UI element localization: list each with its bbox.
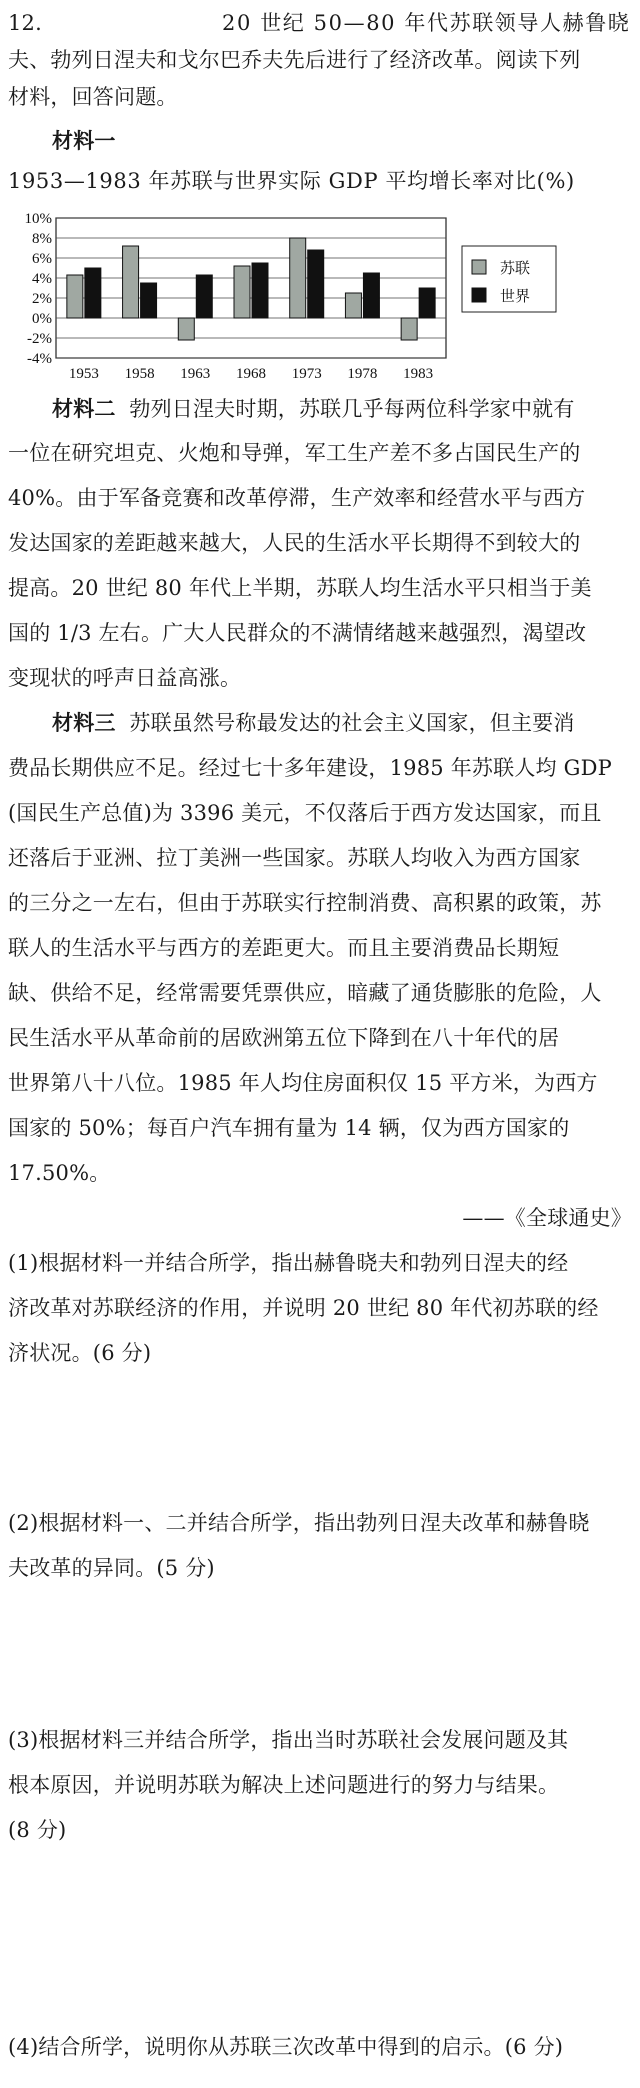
material3-line-3: (国民生产总值)为 3396 美元，不仅落后于西方发达国家，而且: [8, 801, 602, 825]
q2-line-1: (2)根据材料一、二并结合所学，指出勃列日涅夫改革和赫鲁晓: [8, 1511, 590, 1535]
x-tick-label: 1958: [124, 366, 155, 382]
bar-soviet: [290, 238, 306, 318]
legend-label: 苏联: [500, 261, 531, 277]
x-tick-label: 1973: [291, 366, 322, 382]
x-tick-label: 1953: [68, 366, 99, 382]
material3-line-5: 的三分之一左右，但由于苏联实行控制消费、高积累的政策，苏: [8, 891, 602, 915]
material3-line-6: 联人的生活水平与西方的差距更大。而且主要消费品长期短: [8, 936, 560, 960]
y-tick-label: 8%: [32, 231, 52, 247]
material2-label: 材料二: [52, 396, 116, 421]
bar-world: [85, 268, 101, 318]
q3-line-1: (3)根据材料三并结合所学，指出当时苏联社会发展问题及其: [8, 1728, 569, 1752]
material3-line-10: 国家的 50%；每百户汽车拥有量为 14 辆，仅为西方国家的: [8, 1116, 570, 1140]
gdp-growth-chart: [0, 208, 560, 388]
x-tick-label: 1978: [347, 366, 378, 382]
q4-line-1: (4)结合所学，说明你从苏联三次改革中得到的启示。(6 分): [8, 2035, 564, 2059]
material1-label: 材料一: [52, 128, 116, 153]
bar-world: [419, 288, 435, 318]
material2-line-1: [52, 394, 632, 424]
bar-soviet: [234, 266, 250, 318]
bar-soviet: [345, 293, 361, 318]
legend-swatch: [472, 288, 486, 302]
material3-line-11: 17.50%。: [8, 1161, 111, 1185]
q1-line-2: 济改革对苏联经济的作用，并说明 20 世纪 80 年代初苏联的经: [8, 1296, 599, 1320]
plot-frame: [56, 218, 446, 358]
y-tick-label: 2%: [32, 291, 52, 307]
material3-label: 材料三: [52, 710, 116, 735]
legend-label: 世界: [500, 289, 531, 305]
material3-line-1: [52, 708, 632, 738]
y-tick-label: -2%: [27, 331, 52, 347]
q1-line-1: (1)根据材料一并结合所学，指出赫鲁晓夫和勃列日涅夫的经: [8, 1251, 569, 1275]
material2-line-7: 变现状的呼声日益高涨。: [8, 666, 242, 690]
y-tick-label: 4%: [32, 271, 52, 287]
material3-line-2: 费品长期供应不足。经过七十多年建设，1985 年苏联人均 GDP: [8, 756, 612, 780]
material3-source: ——《全球通史》: [462, 1206, 632, 1230]
y-tick-label: 6%: [32, 251, 52, 267]
question-number: 12.: [8, 11, 42, 35]
bar-world: [141, 283, 157, 318]
material2-line-6: 国的 1/3 左右。广大人民群众的不满情绪越来越强烈，渴望改: [8, 621, 587, 645]
question-intro-line3: 材料，回答问题。: [8, 85, 178, 109]
y-tick-label: 0%: [32, 311, 52, 327]
question-intro-line1: 20 世纪 50—80 年代苏联领导人赫鲁晓: [222, 11, 631, 35]
bar-world: [252, 263, 268, 318]
bar-world: [196, 275, 212, 318]
bar-soviet: [67, 275, 83, 318]
bar-soviet: [123, 246, 139, 318]
bar-world: [363, 273, 379, 318]
material3-line-9: 世界第八十八位。1985 年人均住房面积仅 15 平方米，为西方: [8, 1071, 598, 1095]
q3-line-2: 根本原因，并说明苏联为解决上述问题进行的努力与结果。: [8, 1773, 560, 1797]
bar-soviet: [401, 318, 417, 340]
legend-swatch: [472, 260, 486, 274]
bar-world: [308, 250, 324, 318]
x-tick-label: 1968: [236, 366, 266, 382]
material3-line-7: 缺、供给不足，经常需要凭票供应，暗藏了通货膨胀的危险，人: [8, 981, 602, 1005]
y-tick-label: -4%: [27, 351, 52, 367]
x-tick-label: 1983: [403, 366, 434, 382]
material3-line-8: 民生活水平从革命前的居欧洲第五位下降到在八十年代的居: [8, 1026, 560, 1050]
material2-line-3: 40%。由于军备竞赛和改革停滞，生产效率和经营水平与西方: [8, 486, 586, 510]
question-intro-line2: 夫、勃列日涅夫和戈尔巴乔夫先后进行了经济改革。阅读下列: [8, 48, 581, 72]
q3-line-3: (8 分): [8, 1818, 67, 1842]
material2-line-2: 一位在研究坦克、火炮和导弹，军工生产差不多占国民生产的: [8, 441, 581, 465]
y-tick-label: 10%: [24, 211, 52, 227]
material2-text-1: 勃列日涅夫时期，苏联几乎每两位科学家中就有: [129, 397, 575, 421]
q1-line-3: 济状况。(6 分): [8, 1341, 152, 1365]
material2-line-4: 发达国家的差距越来越大，人民的生活水平长期得不到较大的: [8, 531, 581, 555]
material3-line-4: 还落后于亚洲、拉丁美洲一些国家。苏联人均收入为西方国家: [8, 846, 581, 870]
material2-line-5: 提高。20 世纪 80 年代上半期，苏联人均生活水平只相当于美: [8, 576, 592, 600]
chart-title: 1953—1983 年苏联与世界实际 GDP 平均增长率对比(%): [8, 169, 575, 193]
bar-soviet: [178, 318, 194, 340]
material3-text-1: 苏联虽然号称最发达的社会主义国家，但主要消: [129, 711, 575, 735]
x-tick-label: 1963: [180, 366, 211, 382]
q2-line-2: 夫改革的异同。(5 分): [8, 1556, 215, 1580]
